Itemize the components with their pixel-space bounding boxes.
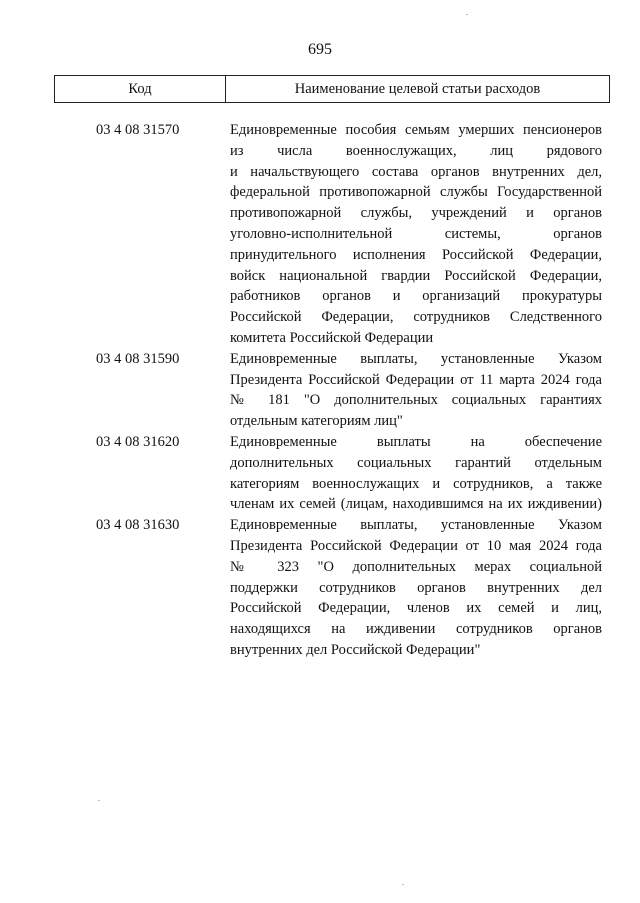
description-line: и начальствующего состава органов внутренних дел,: [230, 163, 602, 180]
description-line: поддержки сотрудников органов внутренних дел: [230, 579, 602, 596]
row-code: 03 4 08 31590: [96, 350, 180, 367]
description-line: Российской Федерации, членов их семей и лиц,: [230, 600, 602, 617]
row-code: 03 4 08 31620: [96, 433, 180, 450]
description-line: уголовно-исполнительной системы, органов: [230, 225, 602, 242]
description-line: противопожарной службы, учреждений и органов: [230, 205, 602, 222]
description-line: № 181 "О дополнительных социальных гарантиях: [230, 392, 602, 409]
description-line: Президента Российской Федерации от 10 мая 2024 года: [230, 537, 602, 554]
column-header-name: Наименование целевой статьи расходов: [294, 80, 541, 97]
description-line: комитета Российской Федерации: [230, 329, 434, 346]
description-line: Президента Российской Федерации от 11 марта 2024 года: [230, 371, 602, 388]
description-line: Единовременные выплаты на обеспечение: [230, 433, 602, 450]
description-line: дополнительных социальных гарантий отдельным: [230, 454, 602, 471]
description-line: из числа военнослужащих, лиц рядового: [230, 142, 602, 159]
description-line: принудительного исполнения Российской Федерации,: [230, 246, 602, 263]
description-line: № 323 "О дополнительных мерах социальной: [230, 558, 602, 575]
table-row: [54, 120, 610, 349]
description-line: членам их семей (лицам, находившимся на их иждивении): [230, 496, 602, 513]
table-row: [54, 432, 610, 515]
column-header-code: Код: [55, 76, 226, 102]
description-line: Российской Федерации, сотрудников Следственного: [230, 309, 602, 326]
row-description: [230, 432, 602, 515]
description-line: работников органов и организаций прокуратуры: [230, 288, 602, 305]
description-line: войск национальной гвардии Российской Федерации,: [230, 267, 602, 284]
table-header: [54, 75, 610, 103]
scan-speck: [466, 14, 468, 15]
description-line: федеральной противопожарной службы Государственной: [230, 184, 602, 201]
description-line: Единовременные пособия семьям умерших пенсионеров: [230, 122, 602, 138]
row-description: [230, 349, 602, 432]
description-line: Единовременные выплаты, установленные Указом: [230, 517, 602, 534]
scan-speck: [402, 884, 404, 885]
table-row: [54, 349, 610, 432]
row-code: 03 4 08 31570: [96, 122, 180, 138]
page-number: 695: [308, 41, 332, 58]
description-line: находящихся на иждивении сотрудников органов: [230, 621, 602, 638]
description-line: категориям военнослужащих и сотрудников, а также: [230, 475, 602, 492]
row-description: [230, 515, 602, 661]
scan-speck: [98, 800, 100, 801]
table-row: [54, 515, 610, 661]
description-line: отдельным категориям лиц": [230, 413, 403, 430]
description-line: Единовременные выплаты, установленные Указом: [230, 350, 602, 367]
row-code: 03 4 08 31630: [96, 517, 180, 534]
row-description: [230, 120, 602, 349]
table-body: [54, 120, 610, 661]
description-line: внутренних дел Российской Федерации": [230, 641, 481, 658]
